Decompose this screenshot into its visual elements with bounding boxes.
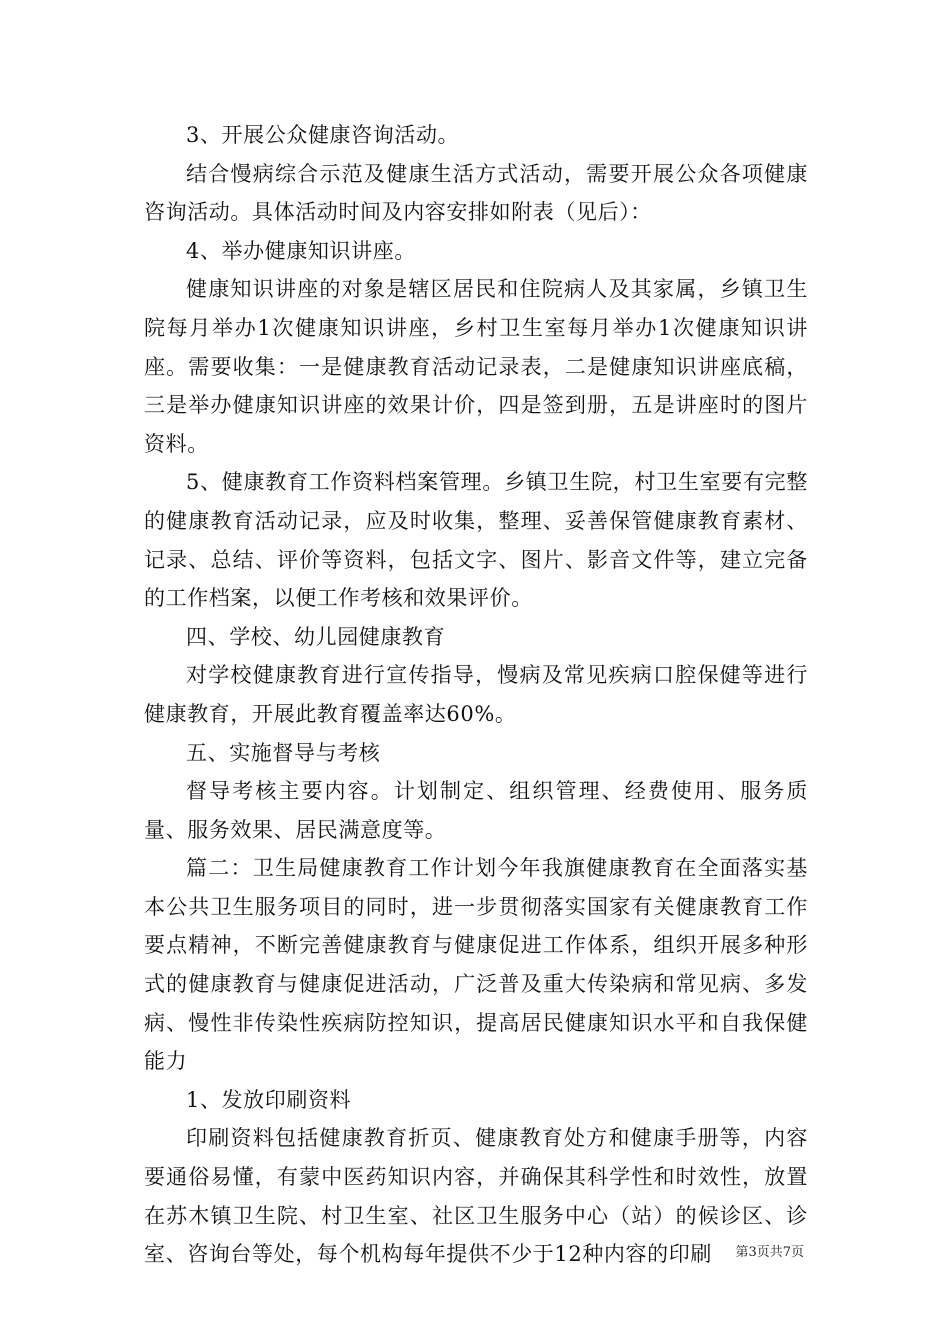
heading-school-health: 四、学校、幼儿园健康教育 <box>186 624 446 649</box>
paragraph: 结合慢病综合示范及健康生活方式活动，需要开展公众各项健康咨询活动。具体活动时间及内容安排如附表（见后）： <box>144 161 808 225</box>
page-number-footer: 第3页共7页 <box>735 1245 804 1260</box>
paragraph-section-5: 5、健康教育工作资料档案管理。乡镇卫生院，村卫生室要有完整的健康教育活动记录，应及时收集，整理、妥善保管健康教育素材、记录、总结、评价等资料，包括文字、图片、影音文件等，建立完备的工作档案，以便工作考核和效果评价。 <box>144 470 808 611</box>
paragraph: 印刷资料包括健康教育折页、健康教育处方和健康手册等，内容要通俗易懂，有蒙中医药知识内容，并确保其科学性和时效性，放置在苏木镇卫生院、村卫生室、社区卫生服务中心（站）的候诊区、诊室、咨询台等处，每个机构每年提供不少于12种内容的印刷 <box>144 1126 808 1267</box>
heading-printed-materials: 1、发放印刷资料 <box>186 1087 352 1112</box>
document-body <box>144 116 808 1274</box>
paragraph-part-two: 篇二：卫生局健康教育工作计划今年我旗健康教育在全面落实基本公共卫生服务项目的同时，进一步贯彻落实国家有关健康教育工作要点精神，不断完善健康教育与健康促进工作体系，组织开展多种形式的健康教育与健康促进活动，广泛普及重大传染病和常见病、多发病、慢性非传染性疾病防控知识，提高居民健康知识水平和自我保健能力 <box>144 856 808 1074</box>
heading-supervision: 五、实施督导与考核 <box>186 740 381 765</box>
paragraph: 健康知识讲座的对象是辖区居民和住院病人及其家属，乡镇卫生院每月举办1次健康知识讲座，乡村卫生室每月举办1次健康知识讲座。需要收集：一是健康教育活动记录表，二是健康知识讲座底稿，三是举办健康知识讲座的效果计价，四是签到册，五是讲座时的图片资料。 <box>144 277 808 456</box>
paragraph: 督导考核主要内容。计划制定、组织管理、经费使用、服务质量、服务效果、居民满意度等。 <box>144 779 808 842</box>
paragraph-section-4: 4、举办健康知识讲座。 <box>186 238 416 263</box>
paragraph: 对学校健康教育进行宣传指导，慢病及常见疾病口腔保健等进行健康教育，开展此教育覆盖率达60%。 <box>144 663 808 726</box>
paragraph-section-3: 3、开展公众健康咨询活动。 <box>186 123 460 147</box>
